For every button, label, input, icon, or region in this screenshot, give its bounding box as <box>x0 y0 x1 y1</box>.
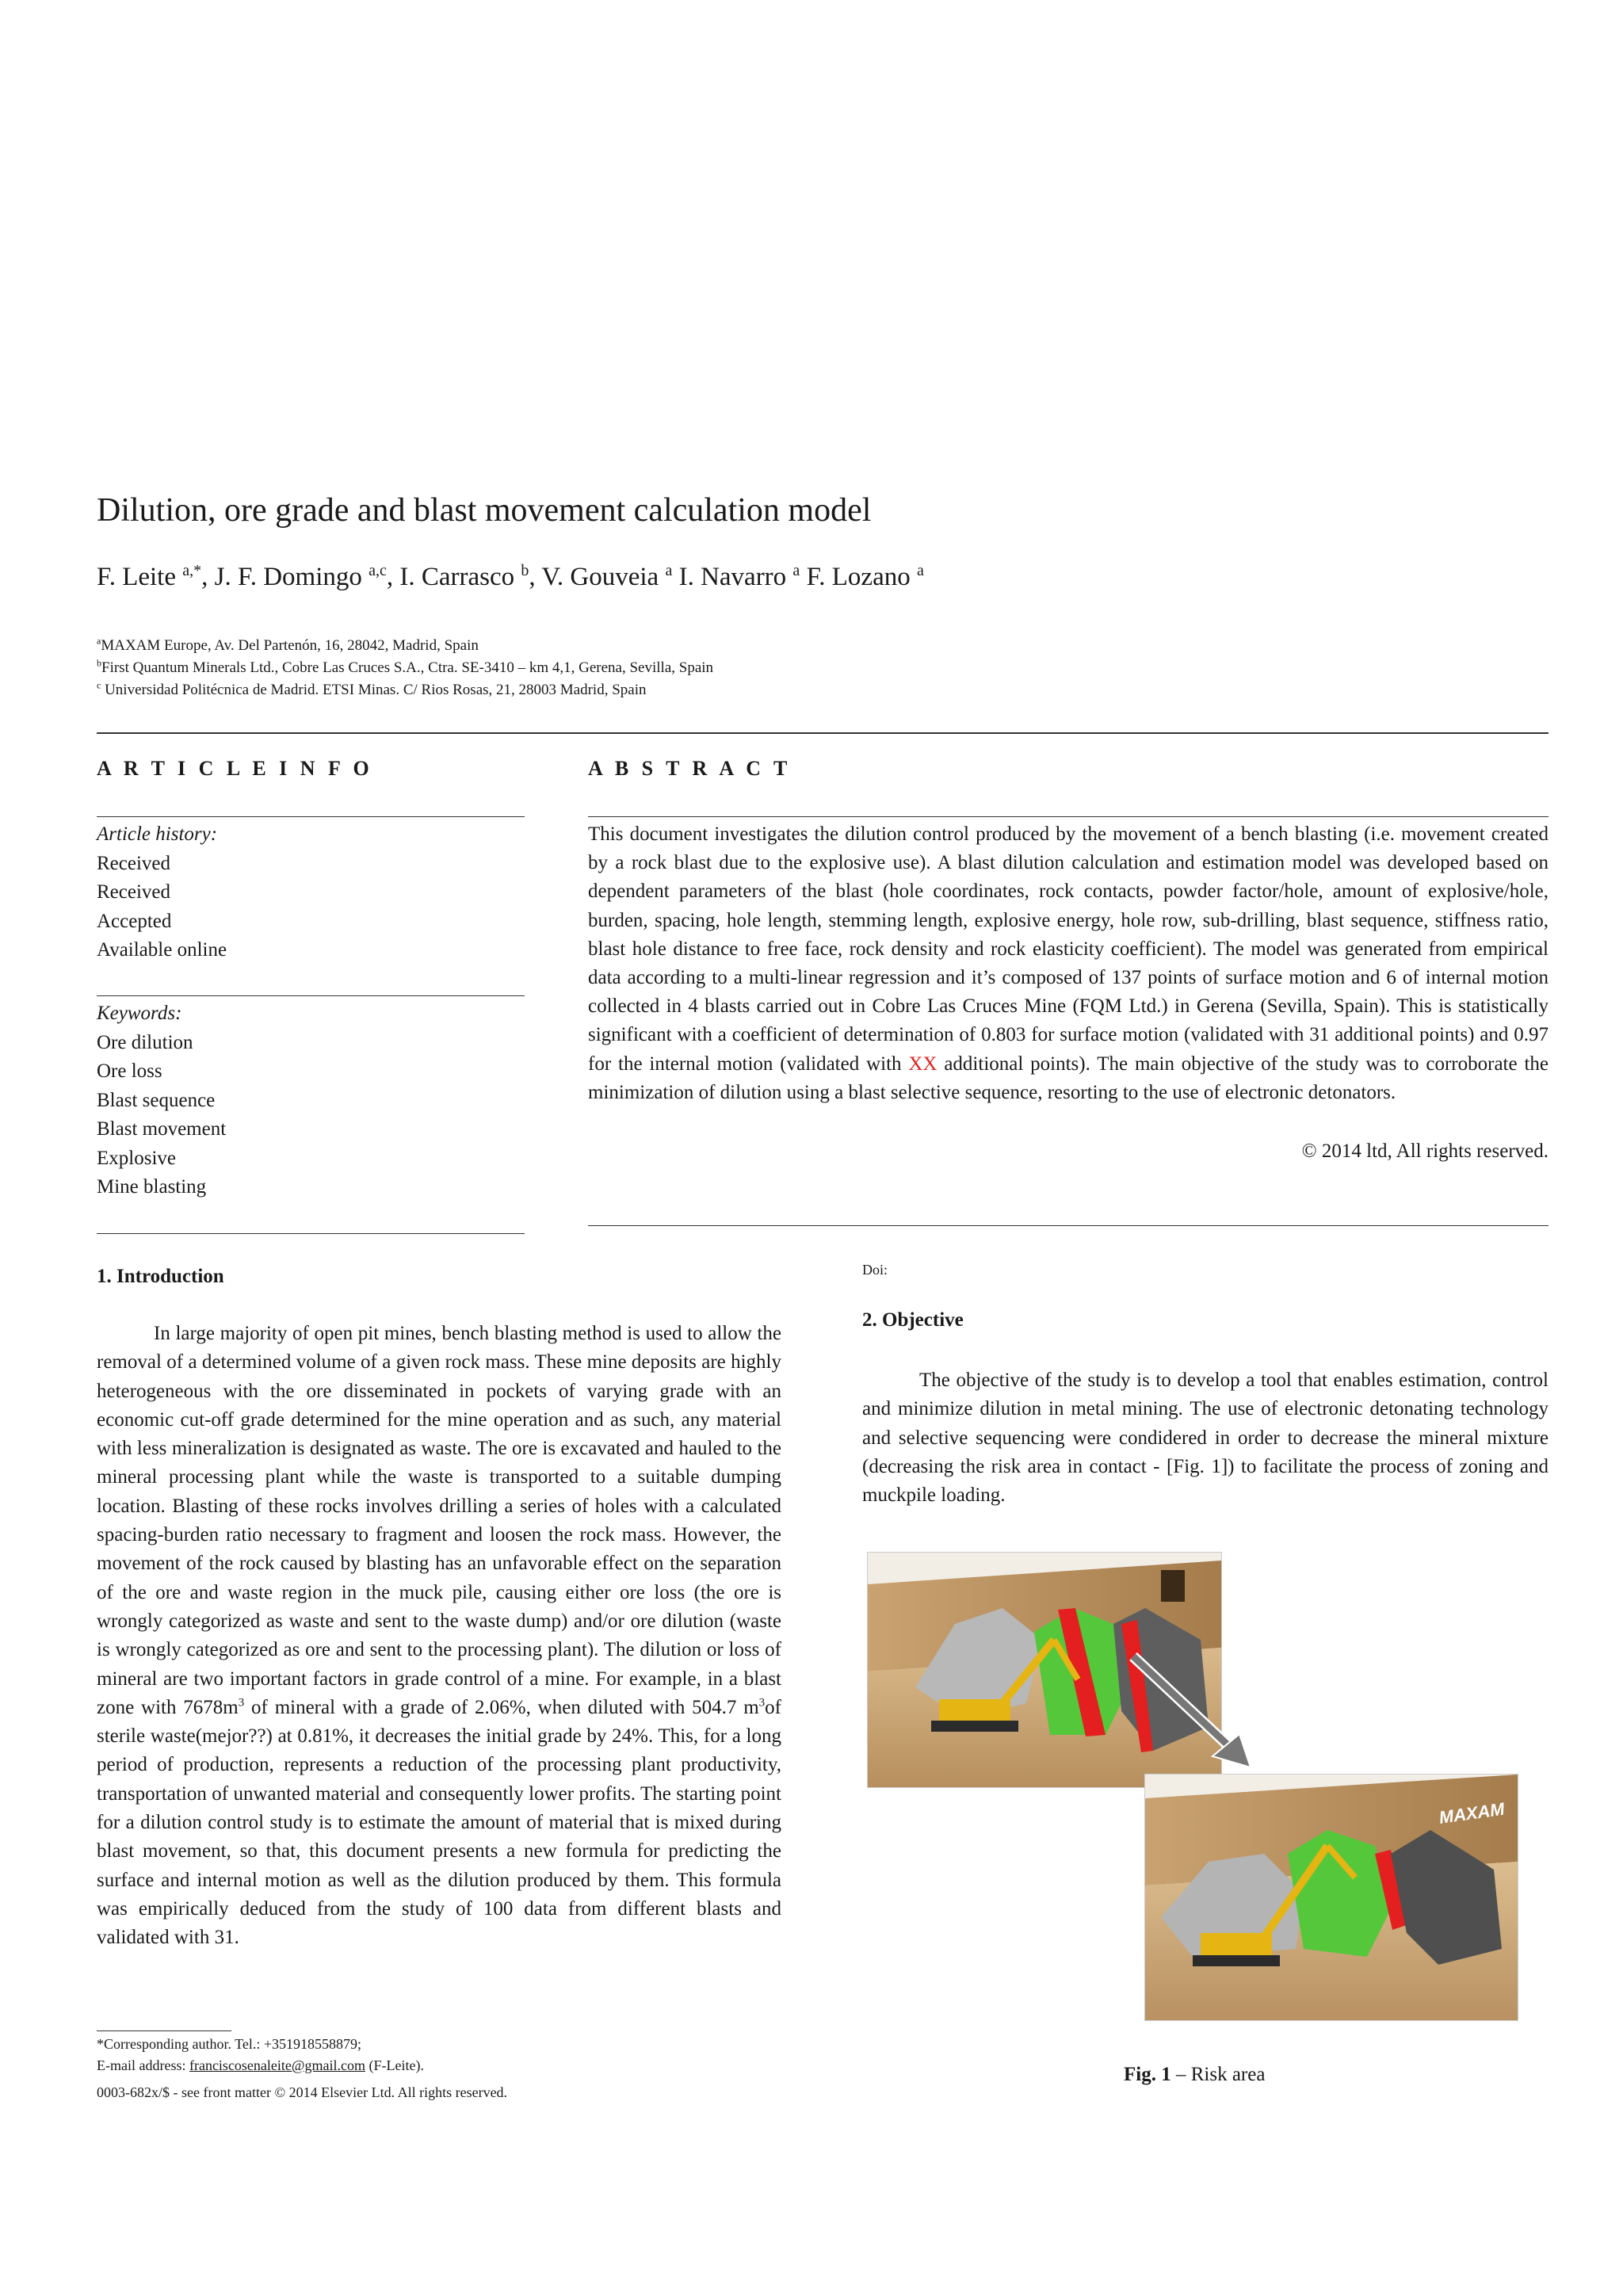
doi-label: Doi: <box>862 1262 888 1278</box>
issn-line: 0003-682x/$ - see front matter © 2014 Elsevier Ltd. All rights reserved. <box>97 2084 508 2100</box>
objective-text: The objective of the study is to develop a tool that enables estimation, control and minimize dilution in metal mining. The use of electronic detonating technology and selective sequencing were condidered in order to decrease the mineral mixture (decreasing the risk area in contact - [Fig. 1]) to facilitate the process of zoning and muckpile loading. <box>862 1370 1549 1507</box>
intro-text: In large majority of open pit mines, bench blasting method is used to allow the removal of a determined volume of a given rock mass. These mine deposits are highly heterogeneous with the ore disseminated in pockets of varying grade with an economic cut-off grade determined for the mine operation and as such, any material with less mineralization is designated as waste. The ore is excavated and hauled to the mineral processing plant while the waste is transported to a suitable dumping location. Blasting of these rocks involves drilling a series of holes with a calculated spacing-burden ratio necessary to fragment and loosen the rock mass. However, the movement of the rock caused by blasting has an unfavorable effect on the separation of the ore and waste region in the muck pile, causing either ore loss (the ore is wrongly categorized as waste and sent to the waste dump) and/or ore dilution (waste is wrongly categorized as ore and sent to the processing plant). The dilution or loss of mineral are two important factors in grade control of a mine. For example, in a blast zone with $7678m^3$ of mineral with a grade of 2.06%, when diluted with 504.7 $m^3of$ sterile waste(mejor??) at 0.81%, it decreases the initial grade by 24%. This, for a long period of production, represents a reduction of the processing plant productivity, transportation of unwanted material and consequently lower profits. The starting point for a dilution control study is to estimate the amount of material that is mixed during blast movement, so that, this document presents a new formula for predicting the surface and internal motion as well as the dilution produced by them. This formula was empirically deduced from the study of 100 data from different blasts and validated with 31. <box>97 1323 781 1949</box>
info-bottom-divider <box>97 1233 525 1234</box>
abstract-bottom-divider <box>588 1225 1549 1226</box>
history-label: Article history: <box>97 823 218 845</box>
author: I. Carrasco $^b$, <box>399 562 542 591</box>
affiliation-b: $^b$First Quantum Minerals Ltd., Cobre Las Cruces S.A., Ctra. SE-3410 – km 4,1, Gerena, Sevilla, Spain <box>97 657 714 676</box>
article-info-divider <box>97 816 525 817</box>
author: J. F. Domingo $^{a,c}$, <box>214 562 400 591</box>
copyright: © 2014 ltd, All rights reserved. <box>1301 1140 1549 1162</box>
keyword-item: Explosive <box>97 1147 176 1169</box>
history-item: Received <box>97 881 171 903</box>
abstract-text: This document investigates the dilution control produced by the movement of a bench blasting (i.e. movement created by a rock blast due to the explosive use). A blast dilution calculation and estimation model was developed based on dependent parameters of the blast (hole coordinates, rock contacts, powder factor/hole, amount of explosive/hole, burden, spacing, hole length, stemming length, explosive energy, hole row, sub-drilling, blast sequence, stiffness ratio, blast hole distance to free face, rock density and rock elasticity coefficient). The model was generated from empirical data according to a multi-linear regression and it’s composed of 137 points of surface motion and 6 of internal motion collected in 4 blasts carried out in Cobre Las Cruces Mine (FQM Ltd.) in Gerena (Sevilla, Spain). This is statistically significant with a coefficient of determination of 0.803 for surface motion (validated with 31 additional points) and 0.97 for the internal motion (validated with XX additional points). The main objective of the study was to corroborate the minimization of dilution using a blast selective sequence, resorting to the use of electronic detonators. <box>588 823 1549 1103</box>
figure-caption: Fig. 1 – Risk area <box>1124 2064 1266 2085</box>
keyword-item: Mine blasting <box>97 1176 207 1198</box>
email-link[interactable]: franciscosenaleite@gmail.com <box>189 2057 365 2073</box>
affiliation-c: $^c$ Universidad Politécnica de Madrid. ETSI Minas. C/ Rios Rosas, 21, 28003 Madrid, Spain <box>97 679 647 698</box>
article-history <box>97 820 525 965</box>
article-info-heading: A R T I C L E I N F O <box>97 757 373 780</box>
keyword-item: Blast movement <box>97 1118 227 1140</box>
keywords <box>97 999 525 1202</box>
author: I. Navarro $^a$ <box>678 562 800 591</box>
corresponding-author: *Corresponding author. Tel.: +351918558879; <box>97 2036 362 2052</box>
author: V. Gouveia $^a$ <box>541 562 673 591</box>
affiliation-a: $^a$MAXAM Europe, Av. Del Partenón, 16, 28042, Madrid, Spain <box>97 635 479 654</box>
author: F. Leite $^{a,*}$, <box>97 562 215 591</box>
intro-heading: 1. Introduction <box>97 1266 224 1287</box>
figure-scene-after <box>1144 1774 1518 2021</box>
paper-title: Dilution, ore grade and blast movement calculation model <box>97 492 872 529</box>
highlight-placeholder: XX <box>908 1052 938 1075</box>
objective-heading: 2. Objective <box>862 1309 964 1331</box>
keyword-item: Ore loss <box>97 1060 162 1082</box>
author: F. Lozano $^a$ <box>806 562 924 591</box>
author-list <box>97 560 924 594</box>
keywords-divider <box>97 995 525 996</box>
maxam-logo-text: MAXAM <box>1438 1798 1506 1828</box>
abstract-heading: A B S T R A C T <box>588 757 792 780</box>
header-divider <box>97 732 1549 734</box>
figure-label: Fig. 1 <box>1124 2064 1171 2085</box>
footnote-divider <box>97 2030 231 2031</box>
email-line: E-mail address: franciscosenaleite@gmail.com (F-Leite). <box>97 2057 424 2073</box>
history-item: Available online <box>97 939 227 961</box>
keywords-label: Keywords: <box>97 1003 182 1024</box>
history-item: Accepted <box>97 910 172 932</box>
figure-arrow <box>1124 1648 1266 1783</box>
keyword-item: Ore dilution <box>97 1031 193 1053</box>
abstract-divider <box>588 816 1549 817</box>
keyword-item: Blast sequence <box>97 1089 216 1111</box>
history-item: Received <box>97 852 171 874</box>
